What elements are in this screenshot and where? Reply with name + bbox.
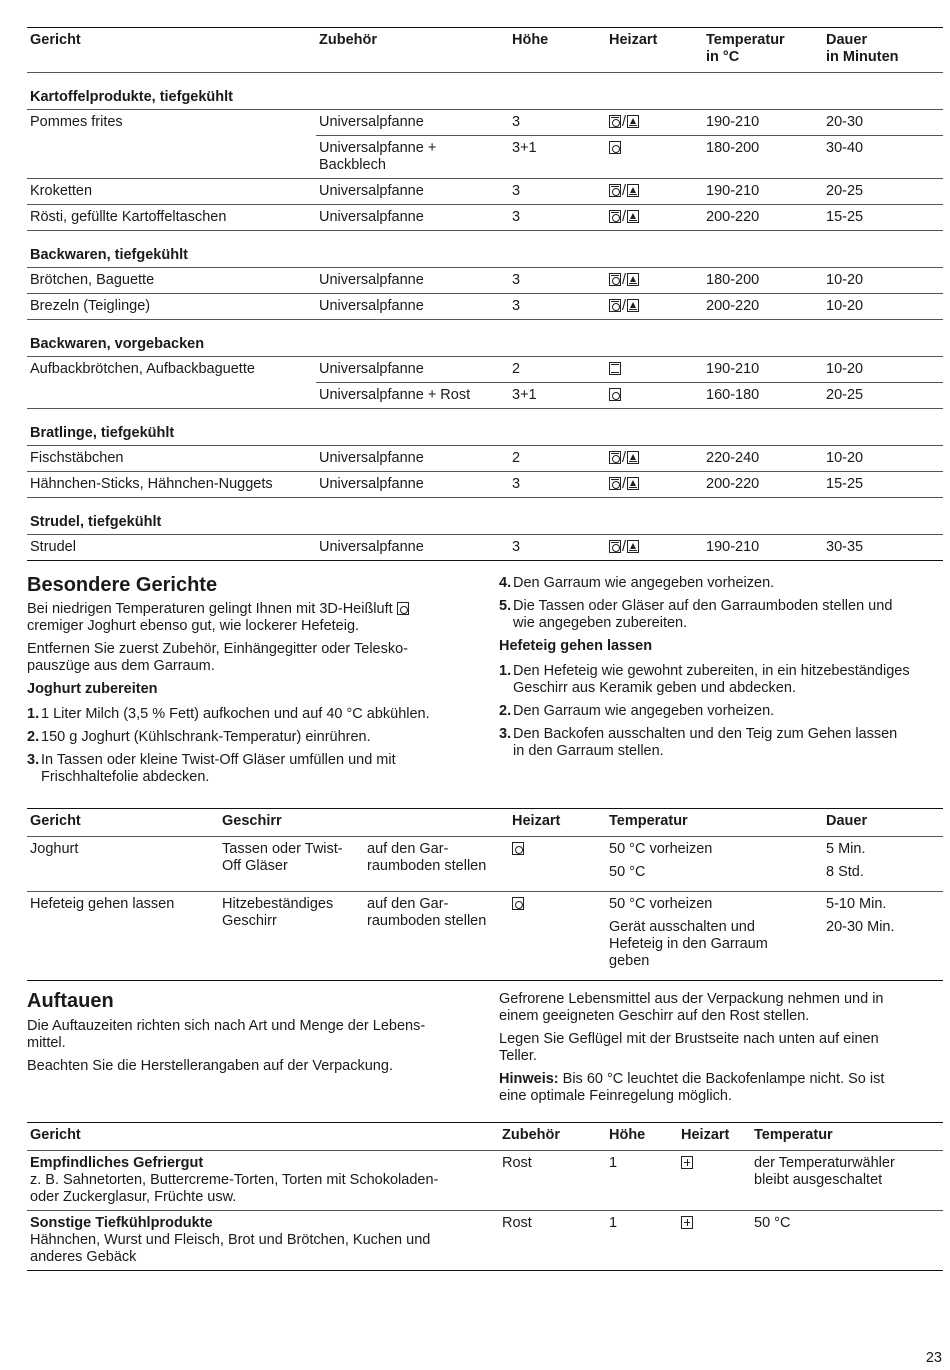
step-text: In Tassen oder kleine Twist-Off Gläser umfüllen und mit Frischhaltefolie abdecken. [41, 752, 396, 785]
column-header: Temperatur [754, 1127, 833, 1143]
3d-hot-air-icon [609, 388, 621, 401]
heating-mode-icons [681, 1155, 693, 1171]
icon-separator: / [622, 209, 627, 225]
column-header: Heizart [512, 813, 561, 829]
heating-cell [678, 1211, 751, 1271]
heating-cell [606, 205, 703, 231]
duration-cell [823, 837, 943, 892]
hot-air-grill-icon [609, 115, 621, 128]
defrost-p4: Legen Sie Geflügel mit der Brustseite nach unten auf einen Teller. [499, 1031, 879, 1064]
heating-mode-icons [609, 387, 621, 403]
temperature-cell: 50 °C [751, 1211, 943, 1271]
level-cell: 1 [606, 1211, 678, 1271]
section-title: Kartoffelprodukte, tiefgekühlt [27, 73, 943, 110]
heating-mode-icons [681, 1215, 693, 1231]
defrost-p3: Gefrorene Lebensmittel aus der Verpackung nehmen und in einem geeigneten Geschirr auf den Rost stellen. [499, 991, 884, 1024]
heating-mode-icons [609, 361, 621, 377]
defrost-title: Auftauen [27, 990, 114, 1012]
3d-hot-air-icon [512, 842, 524, 855]
dish-cell: Brötchen, Baguette [27, 268, 316, 294]
special-dishes-title: Besondere Gerichte [27, 574, 218, 596]
dish-cell [27, 383, 316, 409]
duration-cell: 30-35 [823, 535, 943, 561]
section-row [27, 73, 943, 110]
hot-air-grill-icon [609, 299, 621, 312]
icon-separator: / [622, 539, 627, 555]
table-row [27, 1211, 943, 1271]
column-header: Zubehör [319, 32, 377, 48]
temperature-cell: 190-210 [703, 535, 823, 561]
temperature-line: 50 °C vorheizen [609, 841, 713, 857]
table-row [27, 837, 943, 892]
yogurt-title: Joghurt zubereiten [27, 681, 158, 697]
accessory-cell: Universalpfanne [316, 446, 509, 472]
yogurt-steps-cont [499, 575, 944, 632]
list-item [499, 703, 944, 720]
food-title: Empfindliches Gefriergut [30, 1155, 204, 1171]
accessory-cell: Universalpfanne [316, 472, 509, 498]
step-number: 3. [499, 726, 512, 742]
column-header: Dauer [826, 813, 868, 829]
step-text: 1 Liter Milch (3,5 % Fett) aufkochen und auf 40 °C abkühlen. [41, 706, 430, 722]
step-number: 1. [27, 706, 40, 722]
dish-cell: Hähnchen-Sticks, Hähnchen-Nuggets [27, 472, 316, 498]
heating-mode-icons [609, 114, 639, 130]
heating-cell [509, 837, 606, 892]
3d-hot-air-icon [512, 897, 524, 910]
icon-separator: / [622, 183, 627, 199]
temperature-cell: 180-200 [703, 268, 823, 294]
accessory-cell: Universalpfanne [316, 357, 509, 383]
column-header: Heizart [681, 1127, 730, 1143]
column-header: Temperatur [609, 813, 688, 829]
heating-cell [606, 110, 703, 136]
special-dishes-left [27, 574, 477, 792]
defrost-table [27, 1122, 943, 1271]
section-row [27, 498, 943, 535]
special-dishes-table [27, 808, 943, 981]
step-text: Den Backofen ausschalten und den Teig zum Gehen lassen in den Garraum stellen. [513, 726, 898, 759]
step-number: 4. [499, 575, 512, 591]
dish-cell: Hefeteig gehen lassen [27, 892, 219, 981]
duration-line: 5-10 Min. [826, 896, 887, 912]
temperature-cell: 190-210 [703, 110, 823, 136]
level-cell: 3 [509, 535, 606, 561]
food-description: Hähnchen, Wurst und Fleisch, Brot und Brötchen, Kuchen und anderes Gebäck [30, 1232, 431, 1265]
table-row [27, 446, 943, 472]
section-row [27, 409, 943, 446]
step-number: 2. [27, 729, 40, 745]
pizza-setting-icon [627, 273, 639, 286]
level-cell: 3 [509, 110, 606, 136]
table-row [27, 892, 943, 981]
duration-cell: 20-30 [823, 110, 943, 136]
temperature-cell: 200-220 [703, 472, 823, 498]
section-row [27, 320, 943, 357]
dish-cell: Rösti, gefüllte Kartoffeltaschen [27, 205, 316, 231]
table-row [27, 357, 943, 383]
placement-cell: auf den Gar- raumboden stellen [364, 892, 509, 981]
dish-cell: Pommes frites [27, 110, 316, 136]
placement-cell: auf den Gar- raumboden stellen [364, 837, 509, 892]
column-header: Höhe [512, 32, 549, 48]
heating-mode-icons [609, 450, 639, 466]
hot-air-grill-icon [609, 184, 621, 197]
column-header: Temperatur in °C [706, 32, 785, 65]
special-intro-1: Bei niedrigen Temperaturen gelingt Ihnen mit 3D-Heißluft cremiger Joghurt ebenso gut, wie lockerer Hefeteig. [27, 601, 477, 635]
dish-cell: Strudel [27, 535, 316, 561]
pizza-setting-icon [627, 477, 639, 490]
table-row [27, 1151, 943, 1211]
dish-cell [27, 136, 316, 179]
dishware-cell: Hitzebeständiges Geschirr [219, 892, 364, 981]
pizza-setting-icon [627, 299, 639, 312]
duration-cell: 10-20 [823, 446, 943, 472]
dish-cell: Kroketten [27, 179, 316, 205]
pizza-setting-icon [627, 540, 639, 553]
duration-cell: 15-25 [823, 472, 943, 498]
heating-mode-icons [609, 140, 621, 156]
temperature-cell: 190-210 [703, 179, 823, 205]
column-header [364, 809, 509, 837]
level-cell: 1 [606, 1151, 678, 1211]
pizza-setting-icon [627, 451, 639, 464]
section-row [27, 231, 943, 268]
heating-cell [606, 357, 703, 383]
step-text: Den Garraum wie angegeben vorheizen. [513, 575, 775, 591]
heating-cell [606, 472, 703, 498]
dish-cell: Aufbackbrötchen, Aufbackbaguette [27, 357, 316, 383]
defrost-table-wrap [27, 1122, 943, 1271]
temperature-cell [606, 837, 823, 892]
special-dishes-right [499, 575, 944, 766]
duration-cell: 30-40 [823, 136, 943, 179]
icon-separator: / [622, 298, 627, 314]
temperature-cell: der Temperaturwähler bleibt ausgeschaltet [751, 1151, 943, 1211]
food-cell [27, 1211, 499, 1271]
table-row [27, 136, 943, 179]
level-cell: 3+1 [509, 383, 606, 409]
temperature-cell: 190-210 [703, 357, 823, 383]
temperature-line: 50 °C [609, 864, 646, 880]
heating-mode-icons [609, 209, 639, 225]
column-header: Höhe [609, 1127, 646, 1143]
step-text: 150 g Joghurt (Kühlschrank-Temperatur) einrühren. [41, 729, 371, 745]
accessory-cell: Rost [499, 1211, 606, 1271]
defrost-p1: Die Auftauzeiten richten sich nach Art und Menge der Lebens- mittel. [27, 1018, 426, 1051]
heating-mode-icons [609, 272, 639, 288]
duration-line: 20-30 Min. [826, 919, 895, 935]
temperature-cell [606, 892, 823, 981]
special-intro-2: Entfernen Sie zuerst Zubehör, Einhängegitter oder Telesko- pauszüge aus dem Garraum. [27, 641, 408, 674]
duration-cell: 15-25 [823, 205, 943, 231]
hot-air-grill-icon [609, 210, 621, 223]
defrost-icon [681, 1156, 693, 1169]
section-title: Backwaren, vorgebacken [27, 320, 943, 357]
heating-cell [606, 136, 703, 179]
list-item [499, 726, 944, 760]
top-bottom-heat-icon [609, 362, 621, 375]
section-title: Bratlinge, tiefgekühlt [27, 409, 943, 446]
level-cell: 2 [509, 357, 606, 383]
temperature-line: 50 °C vorheizen [609, 896, 713, 912]
defrost-p2: Beachten Sie die Herstellerangaben auf der Verpackung. [27, 1058, 393, 1074]
step-number: 5. [499, 598, 512, 614]
food-description: z. B. Sahnetorten, Buttercreme-Torten, Torten mit Schokoladen- oder Zuckerglasur, Früchte usw. [30, 1172, 439, 1205]
level-cell: 2 [509, 446, 606, 472]
duration-cell: 20-25 [823, 383, 943, 409]
heating-cell [606, 446, 703, 472]
temperature-line: Gerät ausschalten und Hefeteig in den Garraum geben [609, 919, 768, 969]
duration-cell: 10-20 [823, 294, 943, 320]
duration-cell [823, 892, 943, 981]
heating-mode-icons [609, 298, 639, 314]
step-text: Die Tassen oder Gläser auf den Garraumboden stellen und wie angegeben zubereiten. [513, 598, 893, 631]
column-header: Heizart [609, 32, 658, 48]
accessory-cell: Rost [499, 1151, 606, 1211]
list-item [499, 575, 944, 592]
food-cell [27, 1151, 499, 1211]
defrost-right [499, 991, 944, 1105]
accessory-cell: Universalpfanne [316, 535, 509, 561]
hot-air-grill-icon [609, 477, 621, 490]
accessory-cell: Universalpfanne [316, 179, 509, 205]
column-header: Geschirr [222, 813, 282, 829]
duration-cell: 10-20 [823, 268, 943, 294]
hot-air-grill-icon [609, 540, 621, 553]
table-row [27, 179, 943, 205]
heating-mode-icons [512, 896, 524, 912]
heating-mode-icons [512, 841, 524, 857]
column-header: Gericht [30, 813, 81, 829]
accessory-cell: Universalpfanne [316, 205, 509, 231]
icon-separator: / [622, 450, 627, 466]
dish-cell: Joghurt [27, 837, 219, 892]
step-number: 3. [27, 752, 40, 768]
heating-cell [606, 294, 703, 320]
heating-cell [509, 892, 606, 981]
yogurt-steps [27, 706, 477, 786]
step-number: 1. [499, 663, 512, 679]
heating-cell [606, 179, 703, 205]
accessory-cell: Universalpfanne [316, 294, 509, 320]
level-cell: 3 [509, 268, 606, 294]
heating-cell [678, 1151, 751, 1211]
list-item [499, 663, 944, 697]
defrost-note: Hinweis: Bis 60 °C leuchtet die Backofenlampe nicht. So ist eine optimale Feinregelung möglich. [499, 1071, 885, 1104]
food-title: Sonstige Tiefkühlprodukte [30, 1215, 213, 1231]
pizza-setting-icon [627, 115, 639, 128]
accessory-cell: Universalpfanne [316, 268, 509, 294]
table-row [27, 383, 943, 409]
3d-hot-air-icon [397, 602, 409, 615]
temperature-cell: 180-200 [703, 136, 823, 179]
table-row [27, 294, 943, 320]
table-row [27, 268, 943, 294]
column-header: Gericht [30, 32, 81, 48]
temperature-cell: 200-220 [703, 205, 823, 231]
column-header: Zubehör [502, 1127, 560, 1143]
temperature-cell: 220-240 [703, 446, 823, 472]
pizza-setting-icon [627, 210, 639, 223]
duration-line: 5 Min. [826, 841, 866, 857]
column-header: Dauer in Minuten [826, 32, 899, 65]
dish-cell: Brezeln (Teiglinge) [27, 294, 316, 320]
temperature-cell: 160-180 [703, 383, 823, 409]
hot-air-grill-icon [609, 451, 621, 464]
icon-separator: / [622, 114, 627, 130]
duration-cell: 20-25 [823, 179, 943, 205]
section-title: Strudel, tiefgekühlt [27, 498, 943, 535]
level-cell: 3 [509, 179, 606, 205]
step-number: 2. [499, 703, 512, 719]
heating-cell [606, 268, 703, 294]
column-header: Gericht [30, 1127, 81, 1143]
defrost-left [27, 990, 477, 1075]
dish-cell: Fischstäbchen [27, 446, 316, 472]
defrost-icon [681, 1216, 693, 1229]
icon-separator: / [622, 272, 627, 288]
hot-air-grill-icon [609, 273, 621, 286]
step-text: Den Hefeteig wie gewohnt zubereiten, in ein hitzebeständiges Geschirr aus Keramik geben und abdecken. [513, 663, 910, 696]
step-text: Den Garraum wie angegeben vorheizen. [513, 703, 775, 719]
section-title: Backwaren, tiefgekühlt [27, 231, 943, 268]
pizza-setting-icon [627, 184, 639, 197]
level-cell: 3 [509, 205, 606, 231]
duration-cell: 10-20 [823, 357, 943, 383]
level-cell: 3 [509, 472, 606, 498]
level-cell: 3 [509, 294, 606, 320]
table-row [27, 205, 943, 231]
dishware-cell: Tassen oder Twist- Off Gläser [219, 837, 364, 892]
list-item [27, 706, 477, 723]
heating-cell [606, 535, 703, 561]
list-item [27, 752, 477, 786]
dough-title: Hefeteig gehen lassen [499, 638, 653, 654]
cooking-table-frozen [27, 27, 943, 561]
heating-mode-icons [609, 476, 639, 492]
heating-cell [606, 383, 703, 409]
page-number: 23 [925, 1350, 942, 1366]
table-row [27, 110, 943, 136]
accessory-cell: Universalpfanne + Rost [316, 383, 509, 409]
special-dishes-table-wrap [27, 808, 943, 981]
table-row [27, 535, 943, 561]
dough-steps [499, 663, 944, 760]
list-item [499, 598, 944, 632]
temperature-cell: 200-220 [703, 294, 823, 320]
frozen-products-table [27, 27, 943, 561]
icon-separator: / [622, 476, 627, 492]
heating-mode-icons [609, 183, 639, 199]
list-item [27, 729, 477, 746]
accessory-cell: Universalpfanne + Backblech [316, 136, 509, 179]
level-cell: 3+1 [509, 136, 606, 179]
heating-mode-icons [609, 539, 639, 555]
table-row [27, 472, 943, 498]
accessory-cell: Universalpfanne [316, 110, 509, 136]
duration-line: 8 Std. [826, 864, 864, 880]
3d-hot-air-icon [609, 141, 621, 154]
